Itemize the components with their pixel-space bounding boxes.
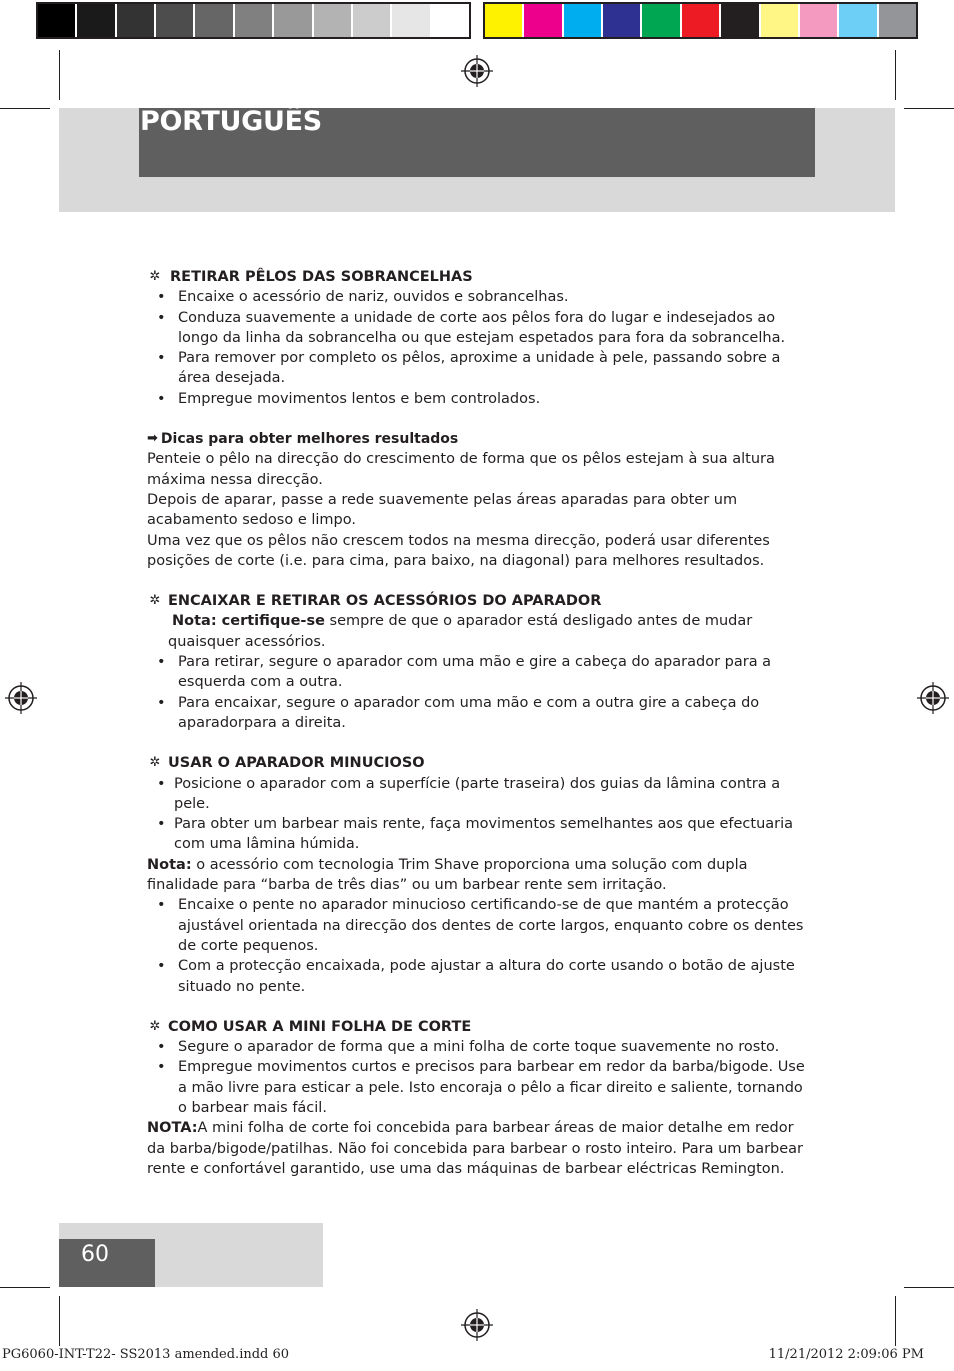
crop-mark	[895, 1296, 896, 1346]
gray-swatch	[274, 4, 313, 37]
tips-heading	[147, 429, 812, 449]
note-paragraph	[147, 1118, 812, 1179]
sun-icon: ✲	[149, 593, 161, 609]
color-swatch	[564, 4, 603, 37]
gray-swatch	[38, 4, 77, 37]
color-swatch	[485, 4, 524, 37]
slug-filename: PG6060-INT-T22- SS2013 amended.indd 60	[2, 1347, 290, 1362]
sun-icon: ✲	[149, 269, 161, 284]
gray-swatch	[353, 4, 392, 37]
list-item: • Encaixe o pente no aparador minucioso certificando-se de que mantém a protecção ajustável orientada na direcção dos dentes de corte largos, enquanto cobre os dentes de corte pequenos.	[147, 895, 812, 956]
sun-icon: ✲	[149, 755, 161, 771]
list-item: • Empregue movimentos curtos e precisos para barbear em redor da barba/bigode. Use a mão livre para esticar a pele. Isto encoraja o pêlo a ficar direito e saliente, tornando o barbear mais fácil.	[147, 1057, 812, 1118]
section-heading-text: RETIRAR PÊLOS DAS SOBRANCELHAS	[170, 269, 473, 285]
paragraph: Penteie o pêlo na direcção do crescimento de forma que os pêlos estejam à sua altura máxima nessa direcção.	[147, 451, 775, 488]
note-paragraph	[147, 611, 812, 652]
bullet-list	[147, 774, 812, 855]
gray-swatch	[235, 4, 274, 37]
note-text: A mini folha de corte foi concebida para barbear áreas de maior detalhe em redor da barba/bigode/patilhas. Não foi concebida para barbear o rosto inteiro. Para um barbear rente e confortável garantido, use uma das máquinas de barbear eléctricas Remington.	[147, 1120, 804, 1177]
note-label: NOTA:	[147, 1120, 198, 1137]
list-item: • Com a protecção encaixada, pode ajustar a altura do corte usando o botão de ajuste situado no pente.	[147, 956, 812, 997]
list-item: • Para obter um barbear mais rente, faça movimentos semelhantes aos que efectuaria com uma lâmina húmida.	[147, 814, 812, 855]
registration-mark-icon	[917, 682, 949, 714]
section-heading-text: COMO USAR A MINI FOLHA DE CORTE	[168, 1018, 472, 1035]
bullet-list	[147, 1037, 812, 1118]
registration-mark-icon	[461, 55, 493, 87]
registration-mark-icon	[5, 682, 37, 714]
bullet-list	[147, 287, 812, 409]
note-label: Nota:	[147, 856, 192, 873]
gray-swatch	[392, 4, 431, 37]
slug-timestamp: 11/21/2012 2:09:06 PM	[768, 1347, 924, 1362]
list-item: • Para encaixar, segure o aparador com uma mão e com a outra gire a cabeça do aparadorpara a direita.	[147, 693, 812, 734]
crop-mark	[0, 1287, 50, 1288]
paragraph: Depois de aparar, passe a rede suavemente pelas áreas aparadas para obter um acabamento sedoso e limpo.	[147, 491, 738, 529]
note-paragraph	[147, 855, 812, 896]
crop-mark	[895, 50, 896, 100]
arrow-right-icon: ➡	[147, 431, 158, 447]
gray-swatch	[314, 4, 353, 37]
bullet-list	[147, 895, 812, 996]
color-swatch	[603, 4, 642, 37]
crop-mark	[904, 1287, 954, 1288]
section-heading	[147, 267, 812, 287]
section-heading	[147, 591, 812, 611]
sun-icon: ✲	[149, 1018, 161, 1034]
list-item: • Para retirar, segure o aparador com uma mão e gire a cabeça do aparador para a esquerda com a outra.	[147, 652, 812, 693]
crop-mark	[904, 108, 954, 109]
bullet-list	[147, 652, 812, 733]
list-item: • Para remover por completo os pêlos, aproxime a unidade à pele, passando sobre a área desejada.	[147, 348, 812, 389]
gray-swatch	[77, 4, 116, 37]
tips-heading-text: Dicas para obter melhores resultados	[160, 431, 459, 448]
registration-mark-icon	[461, 1309, 493, 1341]
note-text: o acessório com tecnologia Trim Shave proporciona uma solução com dupla finalidade para “barba de três dias” ou um barbear rente sem irritação.	[147, 856, 748, 894]
color-swatch	[524, 4, 563, 37]
paragraph: Uma vez que os pêlos não crescem todos na mesma direcção, poderá usar diferentes posições de corte (i.e. para cima, para baixo, na diagonal) para melhores resultados.	[147, 532, 770, 569]
color-swatch	[839, 4, 878, 37]
section-heading	[147, 753, 812, 773]
list-item: • Encaixe o acessório de nariz, ouvidos e sobrancelhas.	[147, 287, 812, 307]
color-swatch	[761, 4, 800, 37]
crop-mark	[0, 108, 50, 109]
gray-swatch	[156, 4, 195, 37]
color-swatch	[642, 4, 681, 37]
grayscale-color-bar	[36, 2, 471, 39]
main-content	[147, 267, 812, 1179]
list-item: • Posicione o aparador com a superfície (parte traseira) dos guias da lâmina contra a pele.	[147, 774, 812, 815]
page-title: PORTUGUÊS	[140, 106, 322, 137]
color-swatch	[800, 4, 839, 37]
section-heading-text: USAR O APARADOR MINUCIOSO	[168, 755, 425, 772]
color-swatch	[682, 4, 721, 37]
page-number: 60	[81, 1242, 109, 1267]
gray-swatch	[195, 4, 234, 37]
list-item: • Empregue movimentos lentos e bem controlados.	[147, 389, 812, 409]
list-item: • Segure o aparador de forma que a mini folha de corte toque suavemente no rosto.	[147, 1037, 812, 1057]
gray-swatch	[432, 4, 469, 37]
list-item: • Conduza suavemente a unidade de corte aos pêlos fora do lugar e indesejados ao longo da linha da sobrancelha ou que estejam espetados para fora da sobrancelha.	[147, 308, 812, 349]
section-heading	[147, 1017, 812, 1037]
crop-mark	[59, 50, 60, 100]
section-heading-text: ENCAIXAR E RETIRAR OS ACESSÓRIOS DO APARADOR	[168, 593, 602, 610]
color-swatch	[721, 4, 760, 37]
note-label: Nota: certifique-se	[172, 613, 325, 630]
crop-mark	[59, 1296, 60, 1346]
process-color-bar	[483, 2, 918, 39]
gray-swatch	[117, 4, 156, 37]
note-text: sempre de que o aparador está desligado antes de mudar quaisquer acessórios.	[168, 613, 753, 650]
color-swatch	[879, 4, 916, 37]
